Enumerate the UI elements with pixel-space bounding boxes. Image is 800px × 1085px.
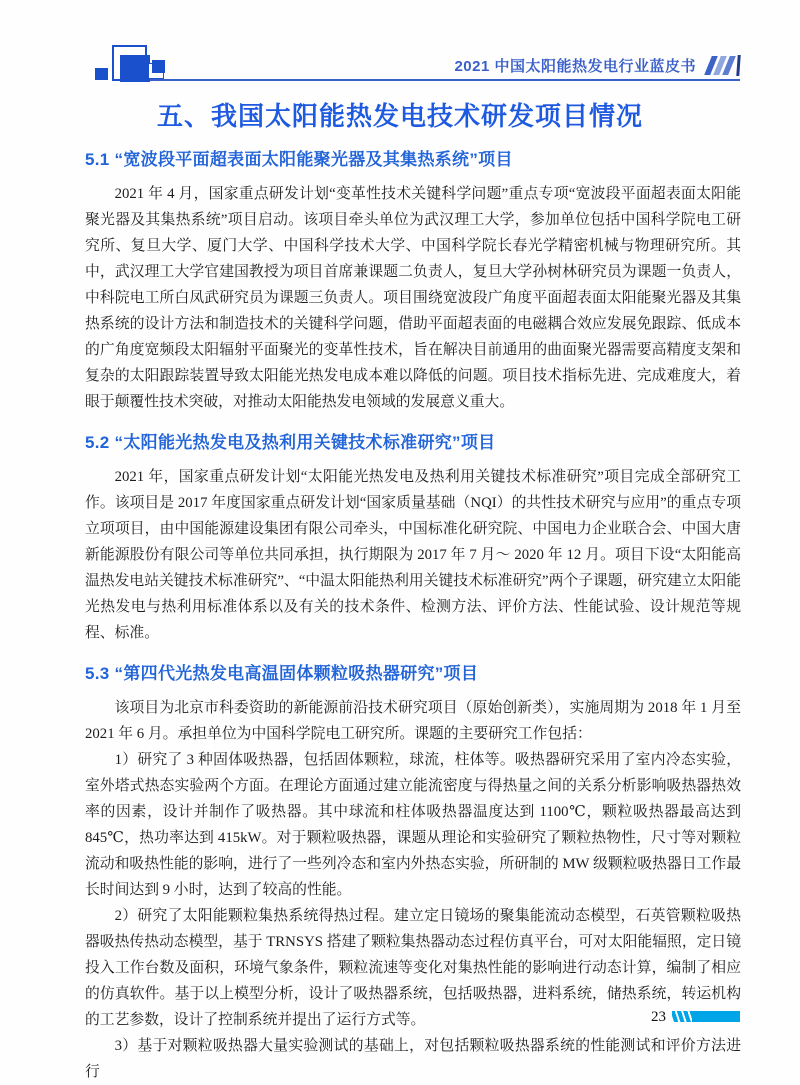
section-5-1-heading: 5.1 “宽波段平面超表面太阳能聚光器及其集热系统”项目: [85, 150, 513, 169]
section-5-3-paragraph-item-3: 3）基于对颗粒吸热器大量实验测试的基础上，对包括颗粒吸热器系统的性能测试和评价方法进行: [85, 1038, 741, 1080]
header-booklet-title: 2021 中国太阳能热发电行业蓝皮书: [454, 57, 696, 75]
section-5-1-paragraph: 2021 年 4 月，国家重点研发计划“变革性技术关键科学问题”重点专项“宽波段平面超表面太阳能聚光器及其集热系统”项目启动。该项目牵头单位为武汉理工大学，参加单位包括中国科学院电工研究所、复旦大学、厦门大学、中国科学技术大学、中国科学院长春光学精密机械与物理研究所。其中，武汉理工大学官建国教授为项目首席兼课题二负责人，复旦大学孙树林研究员为课题一负责人，中科院电工所白凤武研究员为课题三负责人。项目围绕宽波段广角度平面超表面太阳能聚光器及其集热系统的设计方法和制造技术的关键科学问题，借助平面超表面的电磁耦合效应发展免跟踪、低成本的广角度宽频段太阳辐射平面聚光的变革性技术，旨在解决目前通用的曲面聚光器需要高精度支架和复杂的太阳跟踪装置导致太阳能光热发电成本难以降低的问题。项目技术指标先进、完成难度大，着眼于颠覆性技术突破，对推动太阳能热发电领域的发展意义重大。: [85, 186, 741, 410]
section-5-1: [85, 148, 741, 415]
logo-square-filled: [120, 55, 150, 82]
page-title: 五、我国太阳能热发电技术研发项目情况: [156, 101, 643, 131]
section-5-2-heading: 5.2 “太阳能光热发电及热利用关键技术标准研究”项目: [85, 433, 496, 452]
page-footer: [0, 1006, 800, 1036]
vertical-bar-icon: [736, 55, 740, 76]
footer-bar-solid: [672, 1011, 740, 1022]
page-number: 23: [651, 1009, 666, 1025]
section-5-2-paragraph: 2021 年，国家重点研发计划“太阳能光热发电及热利用关键技术标准研究”项目完成全部研究工作。该项目是 2017 年度国家重点研发计划“国家质量基础（NQI）的共性技术研究与应用”的重点专项立项项目，由中国能源建设集团有限公司牵头，中国标准化研究院、中国电力企业联合会、中国大唐新能源股份有限公司等单位共同承担，执行期限为 2017 年 7 月～ 2020 年 12 月。项目下设“太阳能高温热发电站关键技术标准研究”、“中温太阳能热利用关键技术标准研究”两个子课题，研究建立太阳能光热发电与热利用标准体系以及有关的技术条件、检测方法、评价方法、性能试验、设计规范等规程、标准。: [85, 469, 741, 641]
blueprint-logo-icon: [85, 42, 175, 84]
section-5-3-heading: 5.3 “第四代光热发电高温固体颗粒吸热器研究”项目: [85, 664, 479, 683]
slashes-decoration-icon: [708, 55, 740, 75]
page-content: [85, 148, 741, 1085]
section-5-2: [85, 431, 741, 646]
logo-square-small-left: [95, 68, 108, 80]
header-rule: [150, 79, 740, 81]
section-5-3-paragraph-item-2: 2）研究了太阳能颗粒集热系统得热过程。建立定日镜场的聚集能流动态模型，石英管颗粒吸热器吸热传热动态模型，基于 TRNSYS 搭建了颗粒集热器动态过程仿真平台，可对太阳能辐照，定日镜投入工作台数及面积，环境气象条件，颗粒流速等变化对集热性能的影响进行动态计算，编制了相应的仿真软件。基于以上模型分析，设计了吸热器系统，包括吸热器，进料系统，储热系统，转运机构的工艺参数，设计了控制系统并提出了运行方式等。: [85, 908, 742, 1028]
footer-stripe-bar-icon: [672, 1011, 740, 1022]
header-right-group: [454, 52, 740, 78]
logo-square-small-right: [152, 60, 165, 73]
section-5-3-paragraph-intro: 该项目为北京市科委资助的新能源前沿技术研究项目（原始创新类），实施周期为 2018 年 1 月至 2021 年 6 月。承担单位为中国科学院电工研究所。课题的主要研究工作包括：: [85, 700, 741, 742]
section-5-3-paragraph-item-1: 1）研究了 3 种固体吸热器，包括固体颗粒，球流，柱体等。吸热器研究采用了室内冷态实验，室外塔式热态实验两个方面。在理论方面通过建立能流密度与得热量之间的关系分析影响吸热器热效率的因素，设计并制作了吸热器。其中球流和柱体吸热器温度达到 1100℃，颗粒吸热器最高达到 845℃，热功率达到 415kW。对于颗粒吸热器，课题从理论和实验研究了颗粒热物性，尺寸等对颗粒流动和吸热性能的影响，进行了一些列冷态和室内外热态实验，所研制的 MW 级颗粒吸热器日工作最长时间达到 9 小时，达到了较高的性能。: [85, 752, 741, 898]
